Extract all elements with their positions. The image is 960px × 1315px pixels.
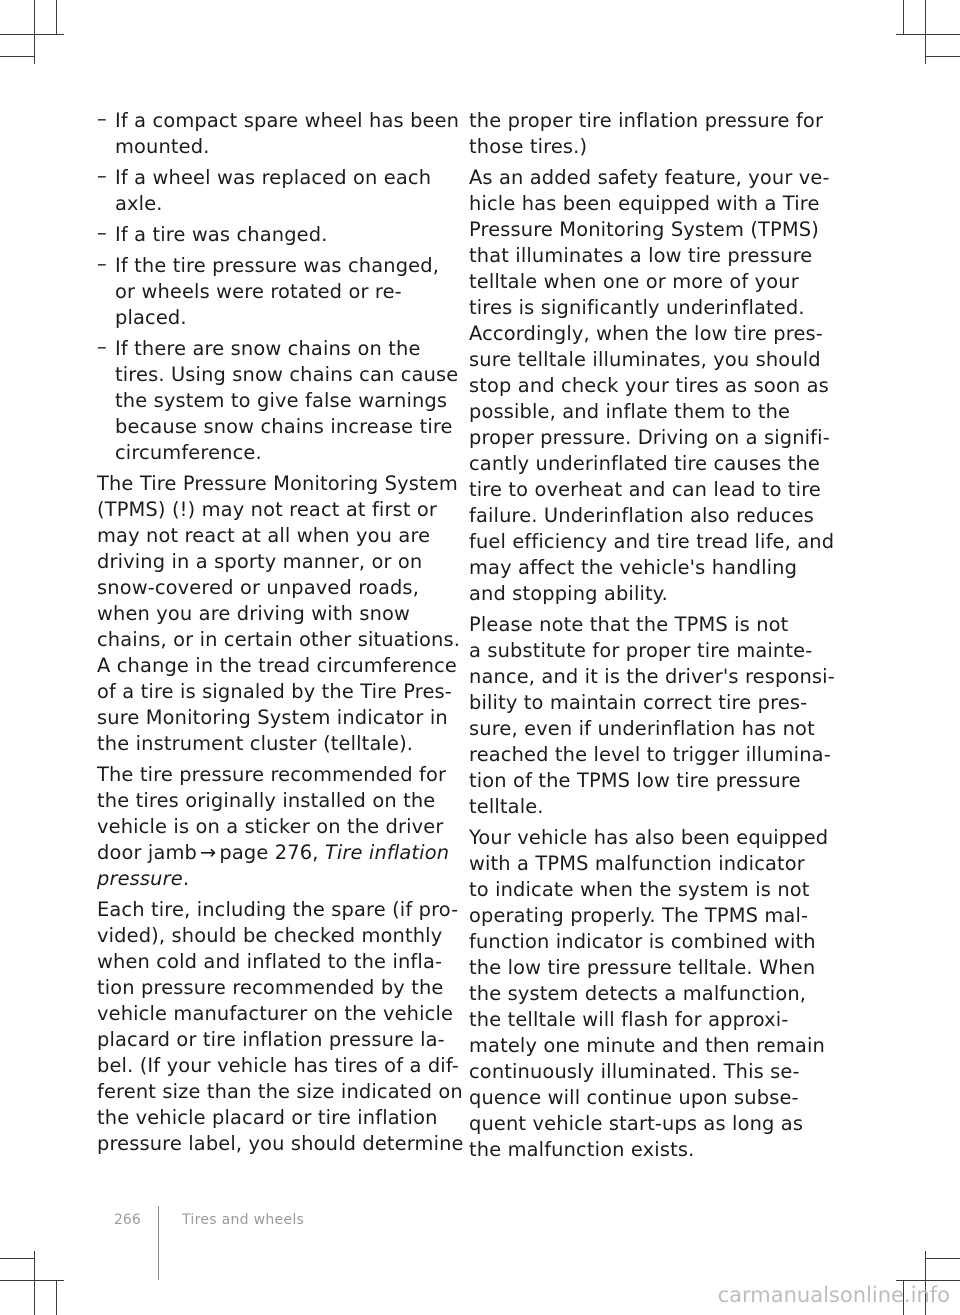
paragraph-malfunction-indicator [469, 825, 829, 1163]
text-line: As an added safety feature, your ve- [469, 166, 830, 189]
tpms-text: may not react at first or [201, 498, 438, 521]
text-line: bel. (If your vehicle has tires of a dif- [97, 1054, 459, 1077]
text-line: the system detects a malfunction, [469, 982, 807, 1005]
tpms-warning-icon: (!) [171, 498, 196, 521]
text-line: the system to give false warnings [115, 389, 448, 412]
text-line: may not react at all when you are [97, 524, 431, 547]
text-line: mately one minute and then remain [469, 1034, 825, 1057]
arrow-right-icon: → [200, 841, 217, 864]
text-line: stop and check your tires as soon as [469, 374, 829, 397]
text-line: of a tire is signaled by the Tire Pres- [97, 680, 452, 703]
text-line: when cold and inflated to the infla- [97, 950, 443, 973]
text-line: cantly underinflated tire causes the [469, 452, 821, 475]
bullet-item [97, 335, 459, 466]
text-line: and stopping ability. [469, 582, 668, 605]
text-line: circumference. [115, 441, 262, 464]
text-line: the proper tire inflation pressure for [469, 109, 824, 132]
page-footer [0, 1206, 960, 1286]
reference-title[interactable]: pressure [97, 867, 183, 890]
text-line: a substitute for proper tire mainte- [469, 639, 813, 662]
text-line: hicle has been equipped with a Tire [469, 192, 820, 215]
text-line: placed. [115, 306, 187, 329]
text-line: pressure label, you should determine [97, 1132, 464, 1155]
left-column [97, 107, 464, 1162]
bullet-dash: – [97, 164, 107, 187]
text-line: with a TPMS malfunction indicator [469, 852, 805, 875]
paragraph-tpms-not-substitute [469, 612, 835, 820]
text-line: Your vehicle has also been equipped [469, 826, 829, 849]
text-line: The tire pressure recommended for [97, 763, 447, 786]
text-line [97, 497, 441, 523]
paragraph-monthly-check [97, 897, 464, 1157]
text-line: the tires originally installed on the [97, 789, 436, 812]
text-line: reached the level to trigger illumina- [469, 743, 831, 766]
text-line: sure telltale illuminates, you should [469, 348, 821, 371]
page-number: 266 [114, 1212, 141, 1228]
text-line: tion of the TPMS low tire pressure [469, 769, 801, 792]
text-line: snow-covered or unpaved roads, [97, 576, 420, 599]
text-line: chains, or in certain other situations. [97, 628, 461, 651]
bullet-item [97, 165, 441, 217]
text-line: that illuminates a low tire pressure [469, 244, 813, 267]
text-line: Each tire, including the spare (if pro- [97, 898, 459, 921]
text-line: operating properly. The TPMS mal- [469, 904, 809, 927]
text-line: those tires.) [469, 135, 588, 158]
reference-title[interactable]: Tire inflation [324, 841, 450, 864]
text-line: the vehicle placard or tire inflation [97, 1106, 438, 1129]
bullet-item [97, 107, 460, 160]
text-line: If a compact spare wheel has been [115, 109, 460, 132]
bullet-item [97, 253, 441, 331]
ref-end: . [182, 867, 190, 890]
bullet-item [97, 222, 441, 248]
text-line: the low tire pressure telltale. When [469, 956, 816, 979]
bullet-dash: – [97, 252, 107, 275]
text-line: the instrument cluster (telltale). [97, 732, 414, 755]
text-line: proper pressure. Driving on a signifi- [469, 426, 830, 449]
footer-divider [158, 1206, 159, 1280]
text-line: vehicle manufacturer on the vehicle [97, 1002, 454, 1025]
text-line: the malfunction exists. [469, 1138, 695, 1161]
text-line: vehicle is on a sticker on the driver [97, 815, 444, 838]
paragraph-tpms-reaction [97, 471, 461, 757]
text-line: fuel efficiency and tire tread life, and [469, 530, 835, 553]
text-line: or wheels were rotated or re- [115, 280, 402, 303]
text-line: If a tire was changed. [115, 223, 328, 246]
text-line: Please note that the TPMS is not [469, 613, 789, 636]
right-column [469, 108, 835, 1168]
text-line: telltale. [469, 795, 544, 818]
text-line: axle. [115, 192, 163, 215]
text-line: quent vehicle start-ups as long as [469, 1112, 804, 1135]
text-line: If the tire pressure was changed, [115, 254, 440, 277]
text-line: possible, and inflate them to the [469, 400, 791, 423]
text-line: continuously illuminated. This se- [469, 1060, 800, 1083]
ref-prefix: door jamb [97, 841, 197, 864]
text-line: tires. Using snow chains can cause [115, 363, 459, 386]
text-line [97, 866, 441, 892]
bullet-dash: – [97, 335, 107, 358]
text-line: quence will continue upon subse- [469, 1086, 799, 1109]
paragraph-continuation [469, 108, 824, 160]
text-line: because snow chains increase tire [115, 415, 453, 438]
text-line: Pressure Monitoring System (TPMS) [469, 218, 819, 241]
text-line: placard or tire inflation pressure la- [97, 1028, 445, 1051]
text-line: bility to maintain correct tire pres- [469, 691, 808, 714]
text-line: driving in a sporty manner, or on [97, 550, 423, 573]
page-reference-link[interactable]: page 276, [219, 841, 319, 864]
text-line: The Tire Pressure Monitoring System [97, 472, 458, 495]
tpms-text: (TPMS) [97, 498, 166, 521]
text-line: the telltale will flash for approxi- [469, 1008, 789, 1031]
text-line: If there are snow chains on the [115, 337, 421, 360]
text-line: sure, even if underinflation has not [469, 717, 815, 740]
text-line: vided), should be checked monthly [97, 924, 443, 947]
text-line [97, 840, 450, 866]
bullet-dash: – [97, 221, 107, 244]
text-line: may affect the vehicle's handling [469, 556, 798, 579]
text-line: to indicate when the system is not [469, 878, 810, 901]
text-line: nance, and it is the driver's responsi- [469, 665, 835, 688]
text-line: telltale when one or more of your [469, 270, 799, 293]
text-line: If a wheel was replaced on each [115, 166, 432, 189]
section-name: Tires and wheels [182, 1212, 305, 1228]
text-line: tire to overheat and can lead to tire [469, 478, 821, 501]
text-line: failure. Underinflation also reduces [469, 504, 814, 527]
text-line: tires is significantly underinflated. [469, 296, 805, 319]
bullet-dash: – [97, 107, 107, 130]
watermark: carmanualsonline.info [717, 1283, 950, 1307]
paragraph-recommended-pressure [97, 762, 450, 892]
text-line: function indicator is combined with [469, 930, 816, 953]
text-line: mounted. [115, 135, 210, 158]
text-line: when you are driving with snow [97, 602, 411, 625]
paragraph-safety-feature [469, 165, 835, 607]
text-line: ferent size than the size indicated on [97, 1080, 463, 1103]
text-line: Accordingly, when the low tire pres- [469, 322, 823, 345]
text-line: tion pressure recommended by the [97, 976, 444, 999]
text-line: sure Monitoring System indicator in [97, 706, 448, 729]
text-line: A change in the tread circumference [97, 654, 458, 677]
